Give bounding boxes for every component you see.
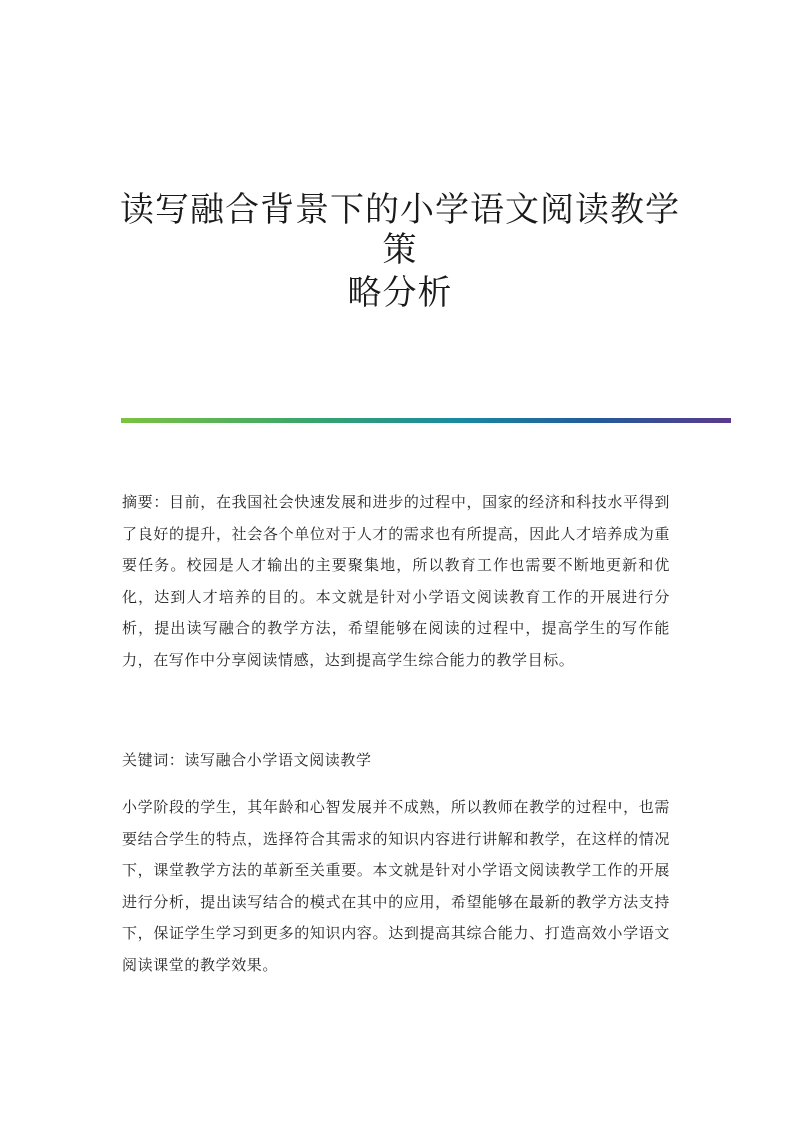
document-title-line-2: 略分析 (347, 273, 453, 313)
body-paragraph-1: 小学阶段的学生，其年龄和心智发展并不成熟，所以教师在教学的过程中，也需要结合学生的特点，选择符合其需求的知识内容进行讲解和教学，在这样的情况下，课堂教学方法的革新至关重要。本文就是针对小学语文阅读教学工作的开展进行分析，提出读写结合的模式在其中的应用，希望能够在最新的教学方法支持下，保证学生学习到更多的知识内容。达到提高其综合能力、打造高效小学语文阅读课堂的教学效果。 (122, 798, 670, 974)
keywords-line: 关键词：读写融合小学语文阅读教学 (122, 751, 372, 769)
abstract-paragraph: 摘要：目前，在我国社会快速发展和进步的过程中，国家的经济和科技水平得到了良好的提升，社会各个单位对于人才的需求也有所提高，因此人才培养成为重要任务。校园是人才输出的主要聚集地，所以教育工作也需要不断地更新和优化，达到人才培养的目的。本文就是针对小学语文阅读教育工作的开展进行分析，提出读写融合的教学方法，希望能够在阅读的过程中，提高学生的写作能力，在写作中分享阅读情感，达到提高学生综合能力的教学目标。 (122, 493, 670, 669)
document-title-line-1: 读写融合背景下的小学语文阅读教学策 (120, 190, 680, 270)
gradient-divider (121, 418, 731, 423)
